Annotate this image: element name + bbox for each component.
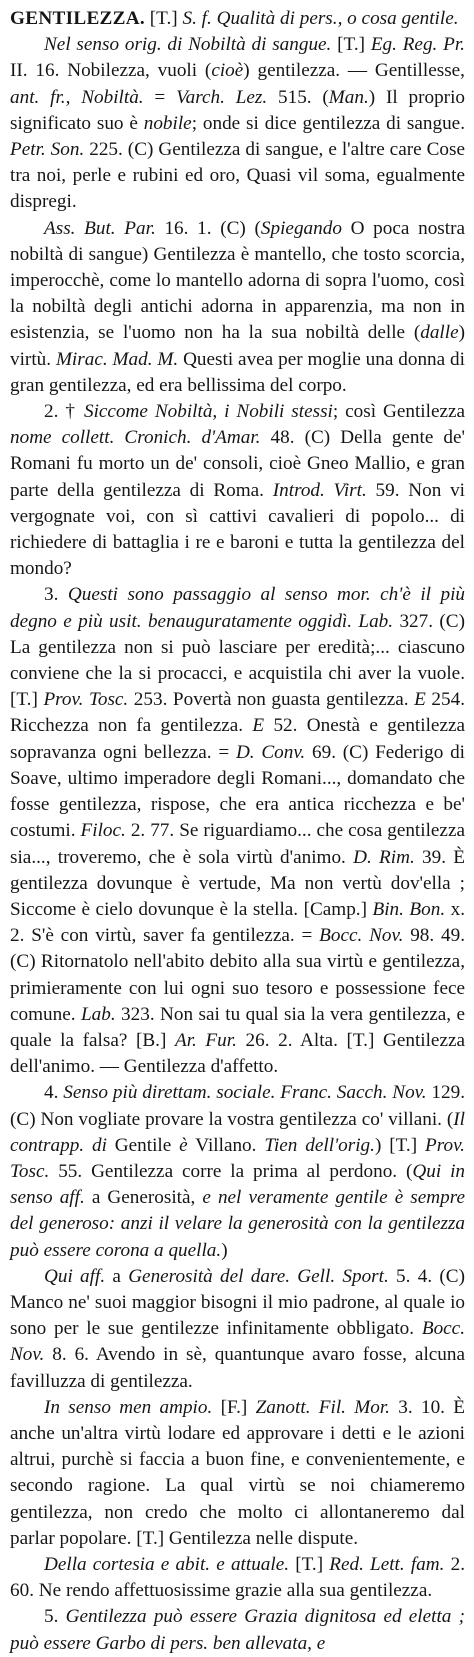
text-run: ) gentilezza. — Gentillesse, [243, 60, 465, 82]
text-run: 69. (C) Federigo di Soave, ultimo imperadore degli Romani..., domandato che fosse gentilezza, rispose, che era antica ricchezza e be' costumi. [10, 741, 465, 842]
text-run: E [252, 715, 265, 737]
text-run: nobile [143, 112, 192, 134]
text-run: ) [T.] [374, 1134, 426, 1156]
text-run: 515. ( [267, 86, 329, 108]
text-run: 327. (C) La gentilezza non si può lasciare per eredità;... ciascuno conviene che la si procacci, e acquistila chi aver la vuole. [T.] [10, 610, 465, 711]
text-run: 4. [44, 1082, 64, 1104]
text-run: cioè [211, 60, 244, 82]
text-run: 26. 2. Alta. [T.] Gentilezza dell'animo. — Gentilezza d'affetto. [10, 1029, 465, 1078]
text-run: Questi avea per moglie una donna di gran gentilezza, ed era bellissima del corpo. [10, 348, 465, 396]
text-run: Prov. Tosc. [43, 689, 129, 711]
text-run: Generosità del dare. Gell. Sport. [128, 1265, 389, 1287]
text-run: Questi sono passaggio al senso mor. ch'è il più degno e più usit. benauguratamente oggidì. Lab. [10, 584, 466, 632]
text-run: 254. Ricchezza non fa gentilezza. [10, 689, 465, 737]
text-run: Petr. Son. [10, 139, 85, 161]
text-run: 129. (C) Non vogliate provare la vostra gentilezza co' villani. ( [10, 1082, 466, 1130]
text-run: In senso men ampio. [44, 1396, 213, 1418]
text-run: 8. 6. Avendo in sè, quantunque avaro fosse, alcuna favilluzza di gentilezza. [10, 1344, 465, 1392]
text-run: D. Conv. [235, 741, 306, 763]
text-run: ; così Gentilezza [332, 401, 466, 423]
text-run: Lab. [80, 1003, 116, 1025]
text-run: Qui in senso aff. [10, 1160, 465, 1209]
text-run: 323. Non sai tu qual sia la vera gentilezza, e quale la falsa? [B.] [10, 1003, 465, 1051]
entry-paragraph-sense-2 [10, 399, 465, 582]
text-run: E [414, 689, 426, 711]
text-run: ; onde si dice gentilezza di sangue. [191, 112, 465, 134]
text-run: Mirac. Mad. M. [55, 348, 179, 370]
text-run: Senso più direttam. sociale. Franc. Sacch. Nov. [63, 1082, 427, 1104]
text-run: 5. [44, 1606, 66, 1628]
text-run: Della cortesia e abit. e attuale. [44, 1553, 290, 1575]
text-run: 225. (C) Gentilezza di sangue, e l'altre care Cose tra noi, perle e rubini ed oro, Quasi vil soma, egualmente dispregi. [10, 139, 465, 213]
text-run: Nel senso orig. di Nobiltà di sangue. [44, 34, 332, 56]
entry-paragraph-original-sense [10, 32, 465, 215]
text-run: S. f. Qualità di pers., o cosa gentile. [182, 8, 459, 29]
text-run: Varch. Lez. [176, 86, 268, 108]
text-run: Prov. Tosc. [10, 1134, 465, 1182]
text-run: 3. 10. È anche un'altra virtù lodare ed approvare i detti e le azioni altrui, purchè si faccia a buon fine, e convenientemente, e secondo ragione. La qual virtù se noi chiameremo gentilezza, non credo che molto ci allontaneremo dal parlar popolare. [T.] Gentilezza nelle dispute. [10, 1396, 465, 1549]
text-run: Man. [328, 86, 369, 108]
entry-paragraph-narrow-sense [10, 1395, 465, 1552]
text-run: Eg. Reg. Pr. [370, 34, 465, 56]
text-run: Tien dell'orig. [264, 1134, 375, 1156]
text-run: 98. 49. (C) Ritornatolo nell'abito debito alla sua virtù e gentilezza, primieramente con lui ogni suo tesoro e possessione fece comune. [10, 925, 465, 1025]
entry-paragraph-sense-5 [10, 1604, 465, 1656]
text-run: 2. † [44, 401, 84, 423]
text-run: 52. Onestà e gentilezza sopravanza ogni bellezza. = [10, 715, 465, 763]
text-run: 5. 4. (C) Manco ne' suoi maggior bisogni il mio padrone, al quale io sono per le sue gentilezze infinitamente obbligato. [10, 1265, 465, 1340]
text-run: ) virtù. [10, 322, 465, 370]
entry-paragraph-sense-4 [10, 1080, 465, 1263]
entry-paragraph-citation-buti [10, 216, 465, 399]
text-run: D. Rim. [353, 846, 415, 868]
text-run: ) Il proprio significato suo è [10, 86, 465, 134]
text-run: = [143, 86, 177, 108]
text-run: Ass. But. Par. [44, 217, 156, 239]
entry-paragraph-sense-3 [10, 582, 465, 1080]
entry-paragraph-courtesy [10, 1552, 465, 1604]
text-run: a Generosità, [84, 1187, 203, 1209]
text-run: x. 2. S'è con virtù, saver fa gentilezza. = [10, 898, 465, 947]
headword: GENTILEZZA. [10, 8, 145, 29]
text-run: Gentilezza può essere Grazia dignitosa ed eletta ; può essere Garbo di pers. ben allevata, e [10, 1606, 465, 1654]
text-run: Bocc. Nov. [10, 1318, 465, 1366]
text-run: 3. [44, 584, 68, 606]
entry-heading-paragraph [10, 6, 465, 32]
text-run: 48. (C) Della gente de' Romani fu morto un de' consoli, cioè Gneo Mallio, e gran parte della gentilezza di Roma. [10, 427, 465, 501]
text-run: [F.] [212, 1396, 256, 1418]
text-run: [T.] [145, 8, 183, 29]
text-run: Filoc. [80, 820, 126, 842]
text-run: 55. Gentilezza corre la prima al perdono. ( [49, 1160, 413, 1182]
text-run: 2. 77. Se riguardiamo... che cosa gentilezza sia..., troveremo, che è sola virtù d'animo. [10, 820, 465, 868]
text-run: 253. Povertà non guasta gentilezza. [128, 689, 415, 711]
text-run: nome collett. Cronich. d'Amar. [10, 427, 261, 449]
text-run: 39. È gentilezza dovunque è vertude, Ma non vertù dov'ella ; Siccome è cielo dovunque è la stella. [Camp.] [10, 846, 466, 920]
text-run: [T.] [289, 1553, 330, 1575]
text-run: Introd. Virt. [272, 479, 367, 501]
text-run: II. 16. Nobilezza, vuoli ( [10, 60, 212, 82]
text-run: Bocc. Nov. [319, 925, 404, 947]
text-run: Zanott. Fil. Mor. [255, 1396, 390, 1418]
text-run: dalle [420, 322, 459, 344]
text-run: Qui aff. [44, 1265, 106, 1287]
text-run: O poca nostra nobiltà di sangue) Gentilezza è mantello, che tosto scorcia, imperocchè, come lo mantello adorna di sopra l'uomo, così la nobiltà degli antichi adorna in apparenzia, ma non in esistenzia, se l'uomo non ha la sua nobiltà delle ( [10, 217, 465, 344]
text-run: Gentile [106, 1134, 180, 1156]
text-run: è [179, 1134, 188, 1156]
text-run: 2. 60. Ne rendo affettuosissime grazie alla sua gentilezza. [10, 1553, 465, 1602]
text-run: Spiegando [260, 217, 342, 239]
text-run: Villano. [187, 1134, 265, 1156]
entry-paragraph-generosity [10, 1264, 465, 1395]
text-run: a [105, 1265, 129, 1287]
text-run: Il contrapp. di [10, 1108, 465, 1156]
text-run: ant. fr., Nobiltà. [10, 86, 144, 108]
text-run: 59. Non vi vergognate voi, con sì cattivi cavalieri di popolo... di richiedere di battaglia i re e baroni e tutta la gentilezza del mondo? [10, 479, 466, 580]
text-run: 16. 1. (C) ( [155, 217, 261, 239]
text-run: ) [221, 1239, 228, 1261]
text-run: Siccome Nobiltà, i Nobili stessi [83, 401, 333, 423]
text-run: Red. Lett. fam. [329, 1553, 445, 1575]
text-run: Bin. Bon. [372, 898, 446, 920]
text-run: e nel veramente gentile è sempre del generoso: anzi il velare la generosità con la gentilezza può essere corona a quella. [10, 1187, 465, 1261]
text-run: [T.] [331, 34, 371, 56]
text-run: Ar. Fur. [174, 1029, 237, 1051]
